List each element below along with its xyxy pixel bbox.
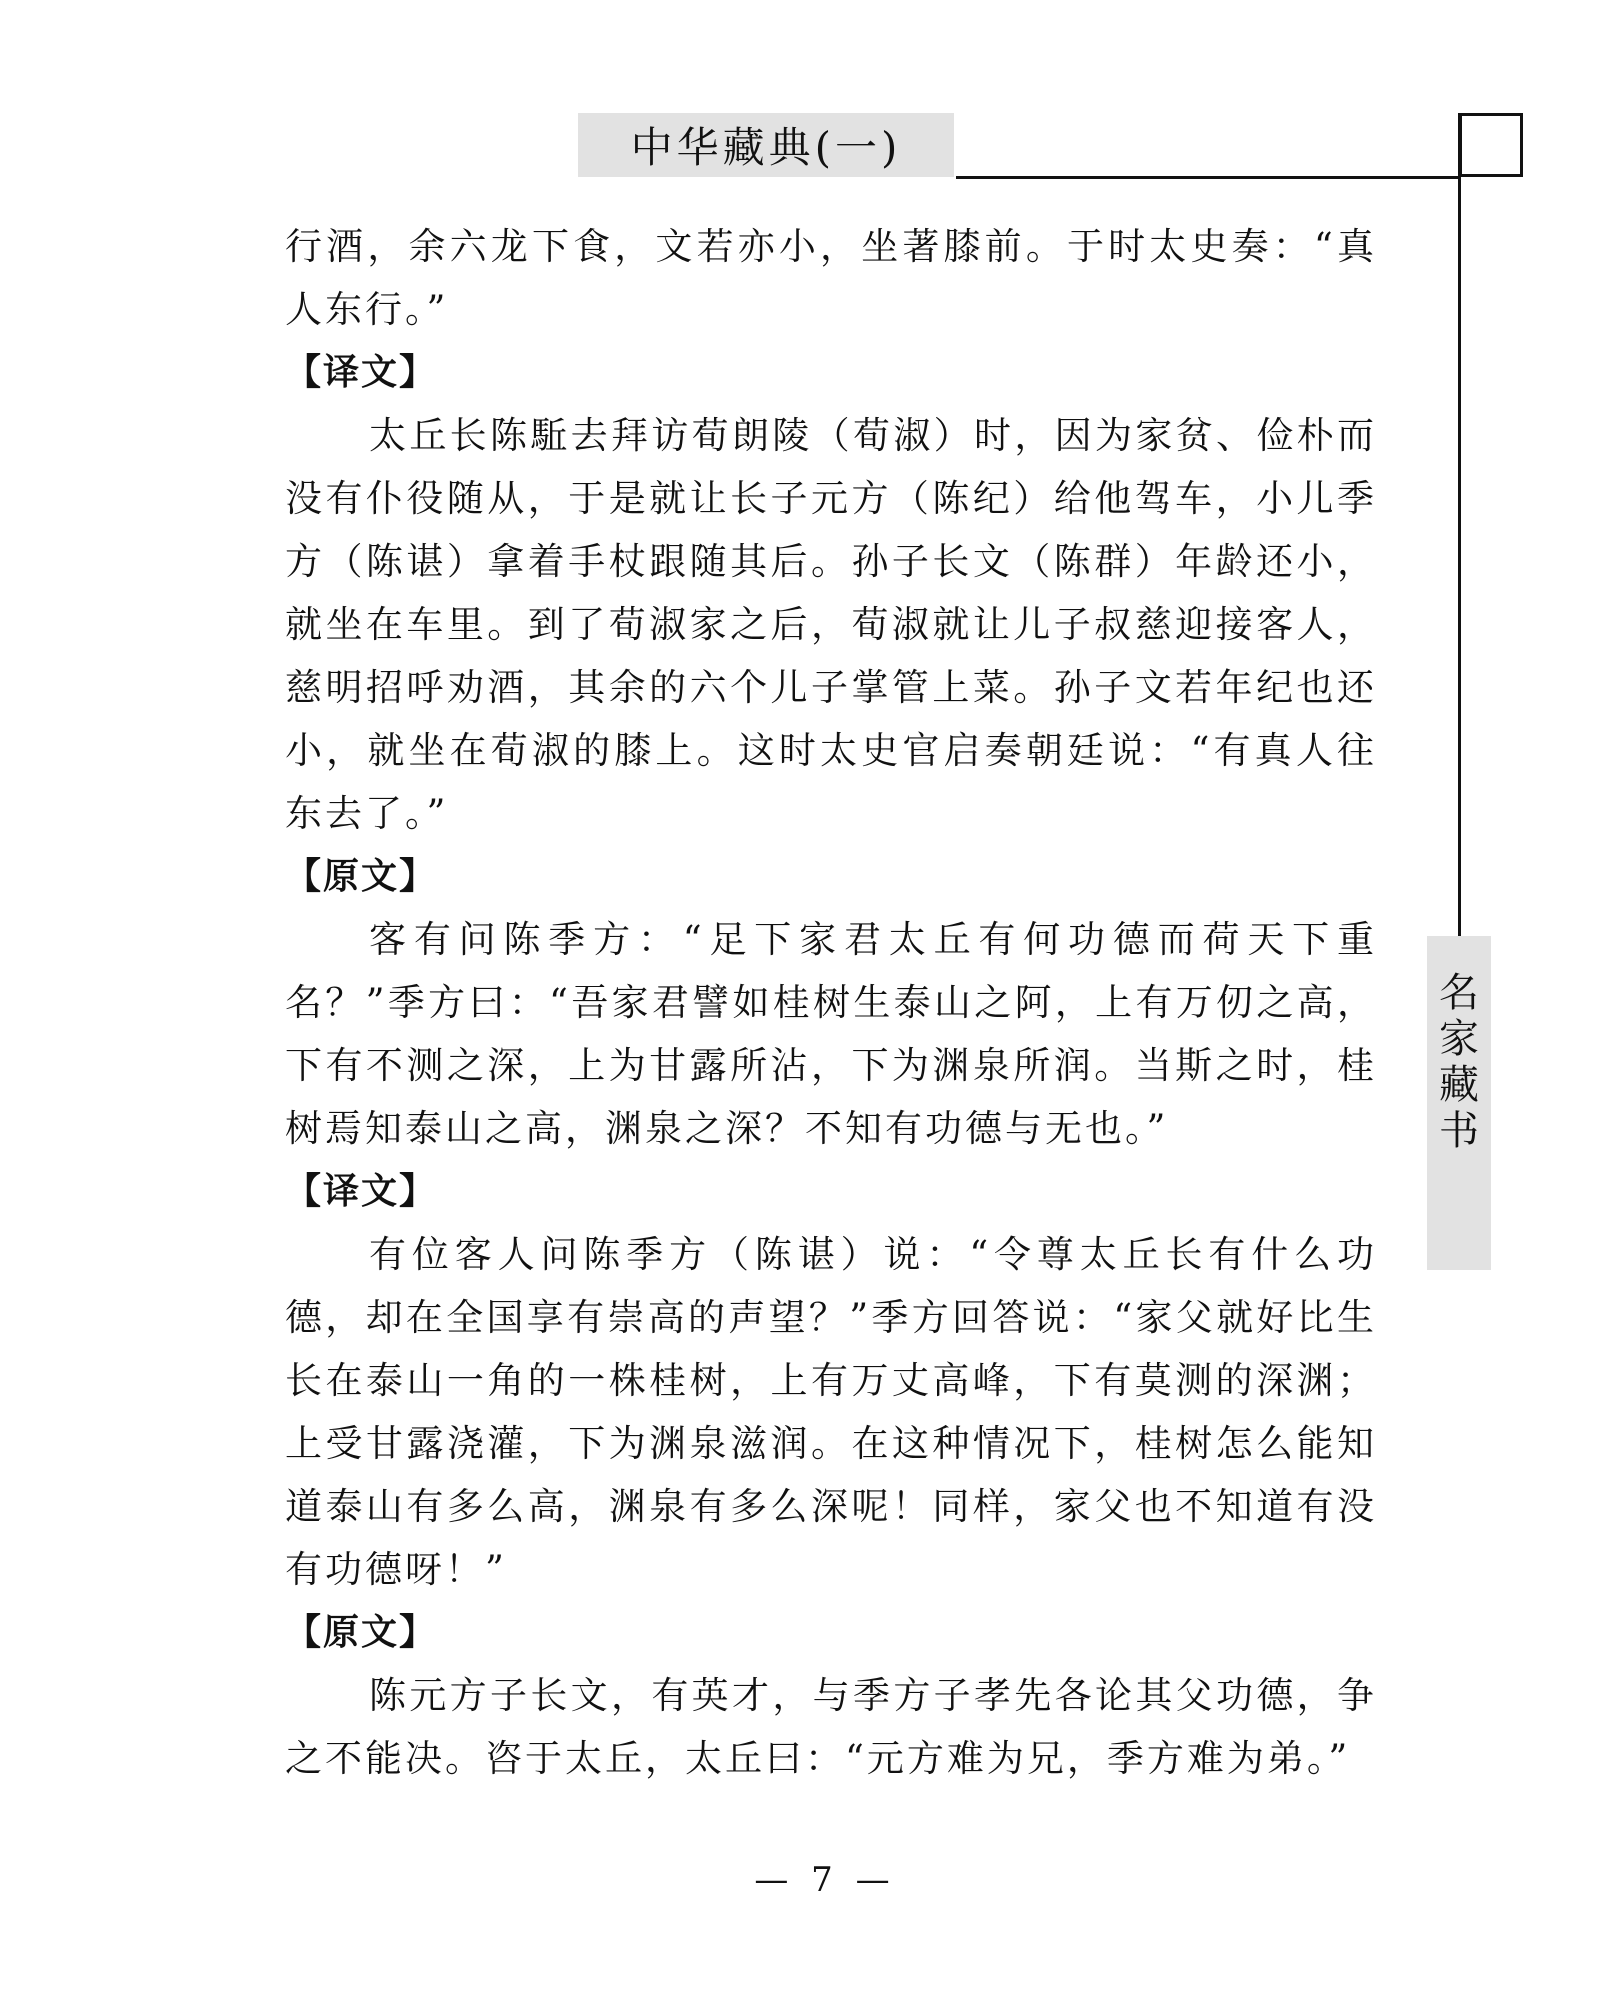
margin-vertical-rule bbox=[1458, 113, 1461, 936]
section-heading-translation: 【译文】 bbox=[285, 352, 438, 393]
paragraph-continuation: 行酒，余六龙下食，文若亦小，坐著膝前。于时太史奏：“真人东行。” bbox=[285, 225, 1377, 331]
section-heading-original: 【原文】 bbox=[285, 1612, 438, 1653]
paragraph-translation: 太丘长陈駈去拜访荀朗陵（荀淑）时，因为家贫、俭朴而没有仆役随从，于是就让长子元方（陈纪）给他驾车，小儿季方（陈谌）拿着手杖跟随其后。孙子长文（陈群）年龄还小，就坐在车里。到了荀淑家之后，荀淑就让儿子叔慈迎接客人，慈明招呼劝酒，其余的六个儿子掌管上菜。孙子文若年纪也还小，就坐在荀淑的膝上。这时太史官启奏朝廷说：“有真人往东去了。” bbox=[285, 414, 1377, 835]
book-title: 中华藏典(一) bbox=[630, 123, 902, 172]
paragraph-original: 陈元方子长文，有英才，与季方子孝先各论其父功德，争之不能决。咨于太丘，太丘曰：“元方难为兄，季方难为弟。” bbox=[285, 1674, 1377, 1780]
paragraph-translation: 有位客人问陈季方（陈谌）说：“令尊太丘长有什么功德，却在全国享有崇高的声望？”季方回答说：“家父就好比生长在泰山一角的一株桂树，上有万丈高峰，下有莫测的深渊；上受甘露浇灌，下为渊泉滋润。在这种情况下，桂树怎么能知道泰山有多么高，渊泉有多么深呢！同样，家父也不知道有没有功德呀！” bbox=[285, 1233, 1377, 1591]
book-title-banner bbox=[578, 113, 954, 177]
side-tab-char: 藏 bbox=[1439, 1062, 1479, 1108]
body-text bbox=[285, 215, 1377, 1790]
corner-box bbox=[1459, 113, 1523, 177]
side-tab bbox=[1427, 936, 1491, 1270]
section-heading-translation: 【译文】 bbox=[285, 1171, 438, 1212]
side-tab-char: 书 bbox=[1439, 1108, 1479, 1154]
header-rule bbox=[956, 176, 1459, 179]
page-number: — 7 — bbox=[754, 1860, 896, 1900]
side-tab-char: 家 bbox=[1439, 1016, 1479, 1062]
paragraph-original: 客有问陈季方：“足下家君太丘有何功德而荷天下重名？”季方曰：“吾家君譬如桂树生泰山之阿，上有万仞之高，下有不测之深，上为甘露所沾，下为渊泉所润。当斯之时，桂树焉知泰山之高，渊泉之深？不知有功德与无也。” bbox=[285, 918, 1377, 1150]
section-heading-original: 【原文】 bbox=[285, 856, 438, 897]
side-tab-char: 名 bbox=[1439, 970, 1479, 1016]
